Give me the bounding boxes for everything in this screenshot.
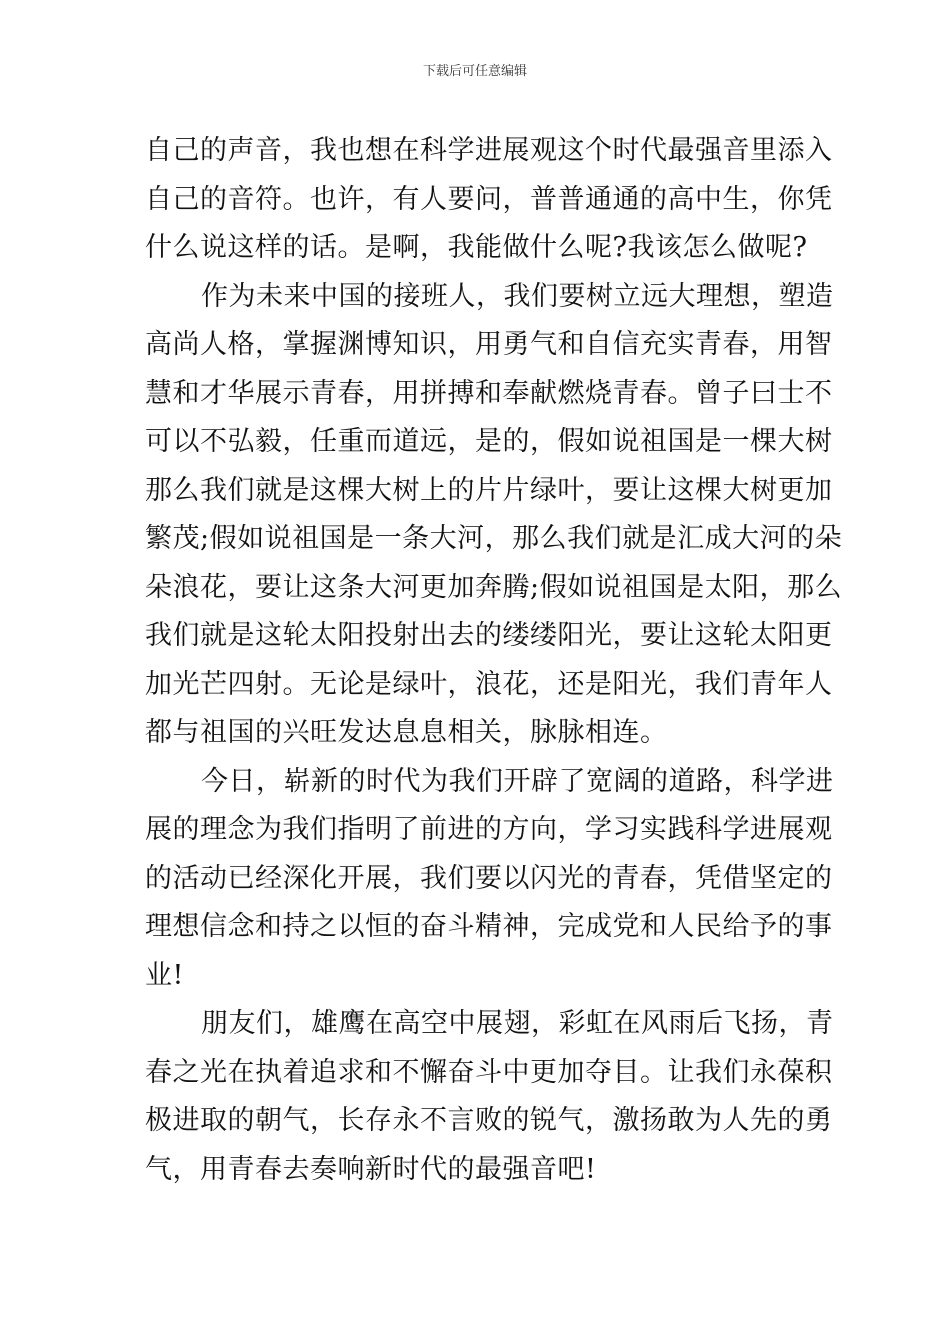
text-line: 加光芒四射。无论是绿叶，浪花，还是阳光，我们青年人 [145,668,833,700]
text-line: 自己的音符。也许，有人要问，普普通通的高中生，你凭 [145,183,833,215]
text-line: 极进取的朝气，长存永不言败的锐气，激扬敢为人先的勇 [145,1105,833,1136]
text-line: 业! [145,959,184,991]
text-line: 展的理念为我们指明了前进的方向，学习实践科学进展观 [145,814,833,845]
text-line: 的活动已经深化开展，我们要以闪光的青春，凭借坚定的 [145,862,833,894]
text-line: 都与祖国的兴旺发达息息相关，脉脉相连。 [145,717,668,748]
text-line: 什么说这样的话。是啊，我能做什么呢?我该怎么做呢? [145,232,808,263]
text-line: 繁茂;假如说祖国是一条大河，那么我们就是汇成大河的朵 [145,523,843,554]
text-line: 可以不弘毅，任重而道远，是的，假如说祖国是一棵大树 [145,426,833,457]
page-header: 下载后可任意编辑 [422,64,527,79]
paragraph [145,127,833,273]
text-line: 理想信念和持之以恒的奋斗精神，完成党和人民给予的事 [145,911,833,942]
text-line: 春之光在执着追求和不懈奋斗中更加夺目。让我们永葆积 [145,1056,833,1088]
text-line: 自己的声音，我也想在科学进展观这个时代最强音里添入 [145,135,833,166]
text-line: 高尚人格，掌握渊博知识，用勇气和自信充实青春，用智 [145,329,833,360]
text-line: 那么我们就是这棵大树上的片片绿叶，要让这棵大树更加 [145,474,833,506]
text-line: 我们就是这轮太阳投射出去的缕缕阳光，要让这轮太阳更 [145,620,833,651]
text-line: 今日，崭新的时代为我们开辟了宽阔的道路，科学进 [201,765,834,797]
text-line: 作为未来中国的接班人，我们要树立远大理想，塑造 [201,280,834,312]
text-line: 慧和才华展示青春，用拼搏和奉献燃烧青春。曾子曰士不 [145,377,833,409]
text-line: 朵浪花，要让这条大河更加奔腾;假如说祖国是太阳，那么 [145,571,843,603]
text-line: 朋友们，雄鹰在高空中展翅，彩虹在风雨后飞扬，青 [201,1008,834,1039]
paragraph [145,758,834,1001]
paragraph [145,1000,834,1194]
document-body [145,127,843,1194]
paragraph [145,273,843,758]
text-line: 气，用青春去奏响新时代的最强音吧! [145,1153,597,1185]
